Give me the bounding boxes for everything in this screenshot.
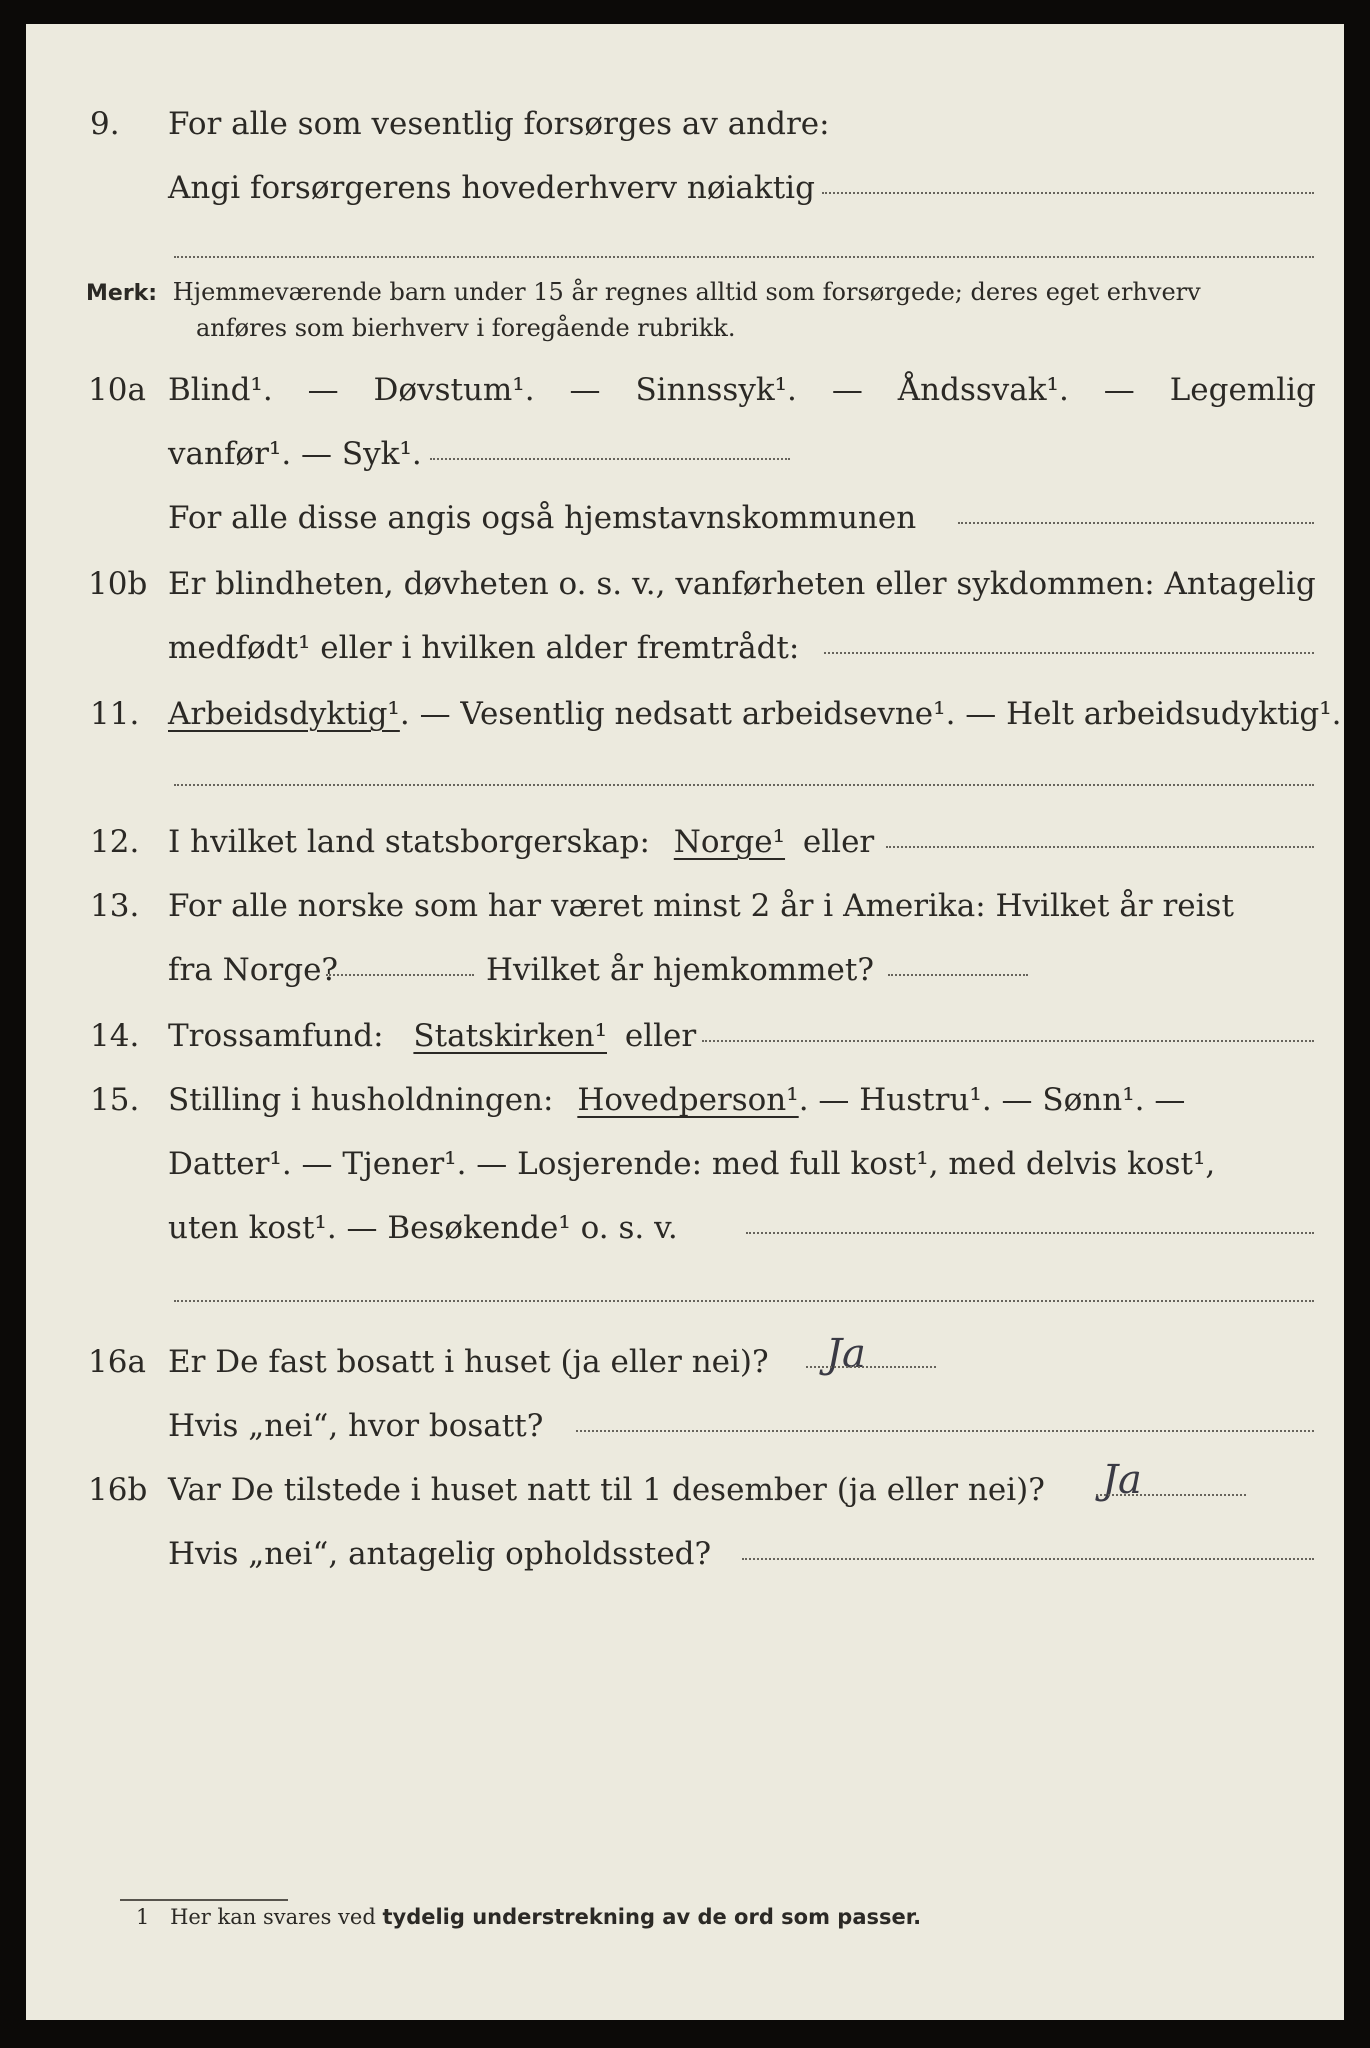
question-10b-line2 [26, 626, 1344, 670]
merk-label: Merk: [86, 281, 158, 306]
question-number: 12. [90, 824, 140, 860]
footnote-rule [120, 1899, 288, 1901]
option-hovedperson-underlined: Hovedperson¹ [577, 1082, 799, 1118]
answer-line-11[interactable] [174, 784, 1314, 786]
option-eller: eller [802, 824, 875, 860]
question-12 [26, 820, 1344, 864]
option-arbeidsdyktig-underlined: Arbeidsdyktig¹ [168, 696, 400, 732]
question-number: 10b [88, 566, 148, 602]
question-10a-options [168, 368, 1316, 412]
question-16a [26, 1331, 1344, 1384]
question-15-text [168, 1078, 1185, 1122]
question-16a-line2 [26, 1404, 1344, 1448]
question-10a-line3 [26, 496, 1344, 540]
question-number: 13. [90, 888, 140, 924]
answer-line-16a-bosatt[interactable] [576, 1430, 1314, 1432]
question-12-prompt: I hvilket land statsborgerskap: [168, 824, 650, 860]
footnote [136, 1902, 921, 1932]
option-dovstum: Døvstum¹. [373, 372, 535, 408]
question-13-reist: fra Norge? [168, 952, 339, 988]
answer-line-15a[interactable] [746, 1232, 1314, 1234]
question-14 [26, 1014, 1344, 1058]
question-13-line2 [26, 948, 1344, 992]
question-number: 16a [88, 1344, 146, 1380]
dash: — [307, 372, 339, 408]
question-14-text [168, 1014, 696, 1058]
question-12-text [168, 820, 874, 864]
merk-note-line2 [196, 310, 735, 354]
footnote-mark: 1 [136, 1905, 150, 1929]
hjemstavn-prompt: For alle disse angis også hjemstavnskommunen [168, 500, 917, 536]
dash: — [831, 372, 863, 408]
question-9 [26, 102, 1344, 146]
option-eller: eller [624, 1018, 697, 1054]
answer-line-16a[interactable] [806, 1366, 936, 1368]
option-sinnssyk: Sinnssyk¹. [635, 372, 797, 408]
answer-line-9a[interactable] [822, 192, 1314, 194]
question-14-prompt: Trossamfund: [168, 1018, 384, 1054]
question-13-text: For alle norske som har været minst 2 år i Amerika: Hvilket år reist [168, 888, 1234, 924]
answer-line-16b-opholdssted[interactable] [742, 1558, 1314, 1560]
question-13-hjemkommet: Hvilket år hjemkommet? [486, 952, 874, 988]
footnote-plain: Her kan svares ved [170, 1905, 376, 1929]
question-11 [26, 692, 1344, 736]
answer-line-10a-syk[interactable] [430, 458, 790, 460]
question-16b-text: Var De tilstede i huset natt til 1 desember (ja eller nei)? [168, 1472, 1045, 1508]
question-16a-prompt: Hvis „nei“, hvor bosatt? [168, 1408, 544, 1444]
question-11-rest: . — Vesentlig nedsatt arbeidsevne¹. — Helt arbeidsudyktig¹. [399, 696, 1342, 732]
question-16b [26, 1457, 1344, 1512]
question-15-options: Datter¹. — Tjener¹. — Losjerende: med full kost¹, med delvis kost¹, [168, 1146, 1216, 1182]
merk-line1: Hjemmeværende barn under 15 år regnes alltid som forsørgede; deres eget erhverv [172, 278, 1201, 306]
footnote-bold: tydelig understrekning av de ord som passer. [382, 1905, 922, 1929]
answer-line-13-hjemkommet[interactable] [888, 974, 1028, 976]
answer-line-16b[interactable] [1096, 1494, 1246, 1496]
question-15-line2 [26, 1142, 1344, 1186]
question-10a-line2 [26, 432, 1344, 476]
question-9-text: For alle som vesentlig forsørges av andre: [168, 106, 830, 142]
question-10a [26, 368, 1344, 412]
option-legemlig: Legemlig [1169, 372, 1316, 408]
answer-line-13-reist[interactable] [326, 974, 474, 976]
question-11-options [168, 692, 1342, 736]
question-15-rest: . — Hustru¹. — Sønn¹. — [798, 1082, 1186, 1118]
answer-line-9b[interactable] [174, 256, 1314, 258]
question-16a-text: Er De fast bosatt i huset (ja eller nei)? [168, 1344, 769, 1380]
handwritten-answer-16a[interactable]: Ja [826, 1331, 866, 1377]
question-15 [26, 1078, 1344, 1122]
question-9-line2 [26, 166, 1344, 210]
question-number: 15. [90, 1082, 140, 1118]
question-10b-text: Er blindheten, døvheten o. s. v., vanførheten eller sykdommen: Antagelig [168, 566, 1316, 602]
answer-line-10b[interactable] [824, 652, 1314, 654]
question-15-prompt: Stilling i husholdningen: [168, 1082, 554, 1118]
option-andssvak: Åndssvak¹. [897, 372, 1069, 408]
option-statskirken-underlined: Statskirken¹ [413, 1018, 607, 1054]
question-number: 9. [90, 106, 120, 142]
question-15-line3 [26, 1206, 1344, 1250]
question-number: 16b [88, 1472, 148, 1508]
option-blind: Blind¹. [168, 372, 273, 408]
question-15-options-end: uten kost¹. — Besøkende¹ o. s. v. [168, 1210, 678, 1246]
merk-line2: anføres som bierhverv i foregående rubrikk. [196, 314, 736, 342]
question-9-prompt: Angi forsørgerens hovederhverv nøiaktig [168, 170, 815, 206]
handwritten-answer-16b[interactable]: Ja [1102, 1457, 1142, 1503]
dash: — [1103, 372, 1135, 408]
question-13 [26, 884, 1344, 928]
answer-line-14[interactable] [702, 1040, 1314, 1042]
question-number: 10a [88, 372, 146, 408]
question-16b-line2 [26, 1532, 1344, 1576]
answer-line-10a-hjemstavn[interactable] [958, 522, 1314, 524]
answer-line-12[interactable] [886, 846, 1314, 848]
question-number: 11. [90, 696, 140, 732]
answer-line-15b[interactable] [174, 1300, 1314, 1302]
census-form-page [26, 24, 1344, 2020]
dash: — [569, 372, 601, 408]
question-number: 14. [90, 1018, 140, 1054]
question-16b-prompt: Hvis „nei“, antagelig opholdssted? [168, 1536, 712, 1572]
option-norge-underlined: Norge¹ [673, 824, 786, 860]
question-10b-prompt: medfødt¹ eller i hvilken alder fremtrådt: [168, 630, 800, 666]
question-10b [26, 562, 1344, 606]
option-vanfor-syk: vanfør¹. — Syk¹. [168, 436, 422, 472]
